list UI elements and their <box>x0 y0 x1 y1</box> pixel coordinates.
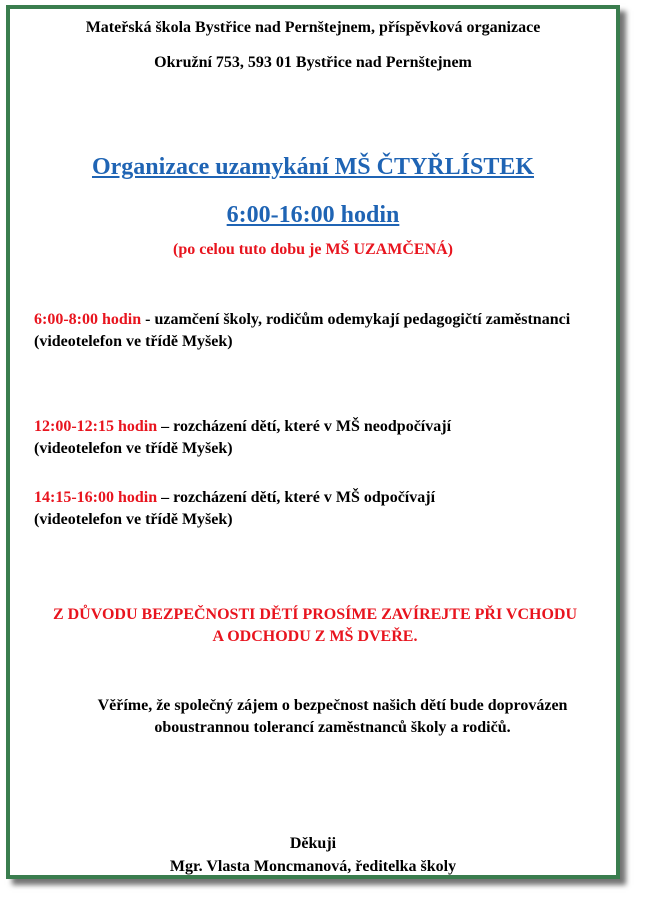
school-name: Mateřská škola Bystřice nad Pernštejnem, příspěvková organizace <box>85 19 541 36</box>
entry-note: (videotelefon ve třídě Myšek) <box>34 440 233 457</box>
signature-name: Mgr. Vlasta Moncmanová, ředitelka školy <box>169 858 457 875</box>
locking-hours: 6:00-16:00 hodin <box>226 202 400 228</box>
school-address: Okružní 753, 593 01 Bystřice nad Pernštejnem <box>154 54 472 71</box>
entry-note: (videotelefon ve třídě Myšek) <box>34 511 233 528</box>
entry-text: - uzamčení školy, rodičům odemykají pedagogičtí zaměstnanci <box>141 311 571 328</box>
entry-note: (videotelefon ve třídě Myšek) <box>34 333 233 350</box>
trust-statement: Věříme, že společný zájem o bezpečnost našich dětí bude doprovázen oboustrannou tolerancí zaměstnanců školy a rodičů. <box>97 697 568 736</box>
entry-text: – rozcházení dětí, které v MŠ odpočívají <box>157 489 436 506</box>
entry-text: – rozcházení dětí, které v MŠ neodpočívají <box>157 418 452 435</box>
schedule-entry <box>34 487 594 531</box>
locked-note: (po celou tuto dobu je MŠ UZAMČENÁ) <box>173 241 453 258</box>
schedule-entry <box>34 309 594 353</box>
entry-time: 6:00-8:00 hodin <box>34 311 142 328</box>
notice-title: Organizace uzamykání MŠ ČTYŘLÍSTEK <box>91 154 535 180</box>
schedule-entry <box>34 416 594 460</box>
safety-warning: Z DŮVODU BEZPEČNOSTI DĚTÍ PROSÍME ZAVÍREJTE PŘI VCHODU A ODCHODU Z MŠ DVEŘE. <box>52 606 578 645</box>
entry-time: 12:00-12:15 hodin <box>34 418 158 435</box>
notice-page <box>6 5 620 879</box>
signature-thanks: Děkuji <box>289 835 337 852</box>
entry-time: 14:15-16:00 hodin <box>34 489 158 506</box>
